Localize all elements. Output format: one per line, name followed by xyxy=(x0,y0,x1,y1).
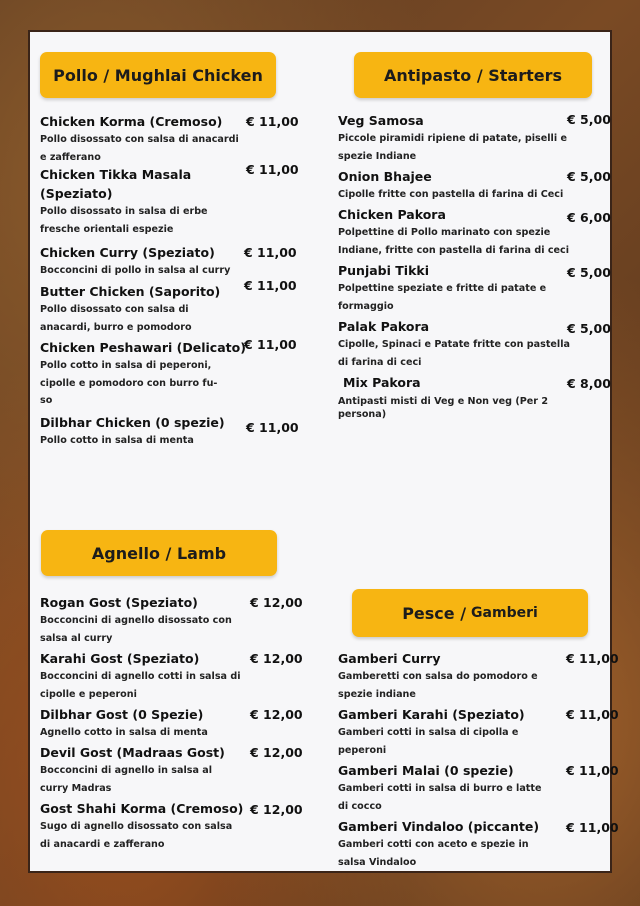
menu-item xyxy=(338,817,538,871)
menu-item xyxy=(40,593,236,647)
menu-sheet xyxy=(28,30,619,873)
item-name: Palak Pakora xyxy=(338,319,430,334)
item-name: Chicken Peshawari (Delicato) xyxy=(40,340,246,355)
item-price: € 12,00 xyxy=(250,651,303,666)
item-name: Onion Bhajee xyxy=(338,169,432,184)
menu-item xyxy=(338,649,550,703)
item-description: Polpettine speziate e fritte di patate e formaggio xyxy=(338,283,547,312)
item-name: Dilbhar Chicken (0 spezie) xyxy=(40,415,225,430)
item-price: € 5,00 xyxy=(567,169,611,184)
item-description: Pollo cotto in salsa di peperoni, cipolle e pomodoro con burro fu- so xyxy=(40,360,218,406)
item-price: € 12,00 xyxy=(250,707,303,722)
item-price: € 12,00 xyxy=(250,595,303,610)
item-description: Gamberi cotti in salsa di burro e latte di cocco xyxy=(338,783,542,812)
item-price: € 11,00 xyxy=(566,820,619,835)
item-name: Mix Pakora xyxy=(343,375,421,390)
item-name: Gamberi Vindaloo (piccante) xyxy=(338,819,540,834)
item-price: € 5,00 xyxy=(567,321,611,336)
item-name: Gamberi Curry xyxy=(338,651,441,666)
menu-item xyxy=(338,167,570,204)
item-name: Punjabi Tikki xyxy=(338,263,429,278)
menu-item xyxy=(40,112,240,166)
item-description: Gamberi cotti con aceto e spezie in salsa Vindaloo xyxy=(338,839,529,868)
menu-item xyxy=(40,165,222,238)
item-name: Gost Shahi Korma (Cremoso) xyxy=(40,801,244,816)
lamb-section-heading xyxy=(41,530,277,576)
item-description: Gamberi cotti in salsa di cipolla e peperoni xyxy=(338,727,519,756)
item-description: Piccole piramidi ripiene di patate, piselli e spezie Indiane xyxy=(338,133,567,162)
menu-item xyxy=(40,799,244,853)
item-description: Agnello cotto in salsa di menta xyxy=(40,727,208,738)
item-price: € 11,00 xyxy=(244,337,297,352)
item-name: Gamberi Karahi (Speziato) xyxy=(338,707,525,722)
menu-item xyxy=(40,338,246,410)
menu-item xyxy=(338,261,562,315)
item-name: Karahi Gost (Speziato) xyxy=(40,651,200,666)
chicken-section-heading xyxy=(40,52,276,98)
item-name: Chicken Pakora xyxy=(338,207,446,222)
menu-item xyxy=(338,761,548,815)
item-name: Dilbhar Gost (0 Spezie) xyxy=(40,707,204,722)
item-description: Pollo cotto in salsa di menta xyxy=(40,435,194,446)
item-description: Cipolle fritte con pastella di farina di Ceci xyxy=(338,189,564,200)
item-price: € 11,00 xyxy=(566,707,619,722)
item-price: € 11,00 xyxy=(566,651,619,666)
fish-section-title: Pesce / xyxy=(402,603,467,623)
item-name: Chicken Korma (Cremoso) xyxy=(40,114,223,129)
item-description: Pollo disossato in salsa di erbe fresche orientali espezie xyxy=(40,206,208,235)
menu-item xyxy=(40,282,221,336)
menu-item xyxy=(338,373,558,421)
menu-item xyxy=(338,705,543,759)
fish-section-subtitle: Gamberi xyxy=(471,605,538,621)
item-name: Chicken Tikka Masala (Speziato) xyxy=(40,167,192,201)
item-price: € 6,00 xyxy=(567,210,611,225)
menu-item xyxy=(338,111,570,165)
item-price: € 11,00 xyxy=(246,162,299,177)
item-name: Rogan Gost (Speziato) xyxy=(40,595,198,610)
item-description: Cipolle, Spinaci e Patate fritte con pastella di farina di ceci xyxy=(338,339,570,368)
item-price: € 11,00 xyxy=(246,420,299,435)
item-description: Pollo disossato con salsa di anacardi, burro e pomodoro xyxy=(40,304,192,333)
item-description: Bocconcini di agnello cotti in salsa di cipolle e peperoni xyxy=(40,671,241,700)
item-description: Bocconcini di pollo in salsa al curry xyxy=(40,265,231,276)
menu-item xyxy=(40,743,225,797)
item-description: Polpettine di Pollo marinato con spezie Indiane, fritte con pastella di farina di ceci xyxy=(338,227,570,256)
item-name: Gamberi Malai (0 spezie) xyxy=(338,763,514,778)
chicken-section-title: Pollo / Mughlai Chicken xyxy=(53,65,263,85)
item-price: € 12,00 xyxy=(250,802,303,817)
item-price: € 11,00 xyxy=(244,278,297,293)
menu-item xyxy=(40,649,245,703)
menu-item xyxy=(40,413,245,450)
item-description: Antipasti misti di Veg e Non veg (Per 2 persona) xyxy=(338,396,548,420)
menu-item xyxy=(338,205,572,259)
item-description: Bocconcini di agnello in salsa al curry Madras xyxy=(40,765,213,794)
fish-section-heading xyxy=(352,589,588,637)
item-description: Sugo di agnello disossato con salsa di anacardi e zafferano xyxy=(40,821,233,850)
item-price: € 5,00 xyxy=(567,112,611,127)
item-name: Veg Samosa xyxy=(338,113,424,128)
menu-item xyxy=(338,317,574,371)
item-price: € 11,00 xyxy=(246,114,299,129)
menu-item xyxy=(40,243,245,280)
item-name: Chicken Curry (Speziato) xyxy=(40,245,215,260)
starters-section-title: Antipasto / Starters xyxy=(383,65,563,85)
menu-item xyxy=(40,705,245,742)
item-price: € 11,00 xyxy=(566,763,619,778)
item-price: € 5,00 xyxy=(567,265,611,280)
starters-section-heading xyxy=(354,52,592,98)
lamb-section-title: Agnello / Lamb xyxy=(91,543,227,563)
item-description: Pollo disossato con salsa di anacardi e zafferano xyxy=(40,134,239,163)
item-price: € 12,00 xyxy=(250,745,303,760)
item-name: Butter Chicken (Saporito) xyxy=(40,284,221,299)
item-price: € 11,00 xyxy=(244,245,297,260)
item-price: € 8,00 xyxy=(567,376,611,391)
item-description: Bocconcini di agnello disossato con salsa al curry xyxy=(40,615,232,644)
item-name: Devil Gost (Madraas Gost) xyxy=(40,745,225,760)
item-description: Gamberetti con salsa do pomodoro e spezie indiane xyxy=(338,671,538,700)
